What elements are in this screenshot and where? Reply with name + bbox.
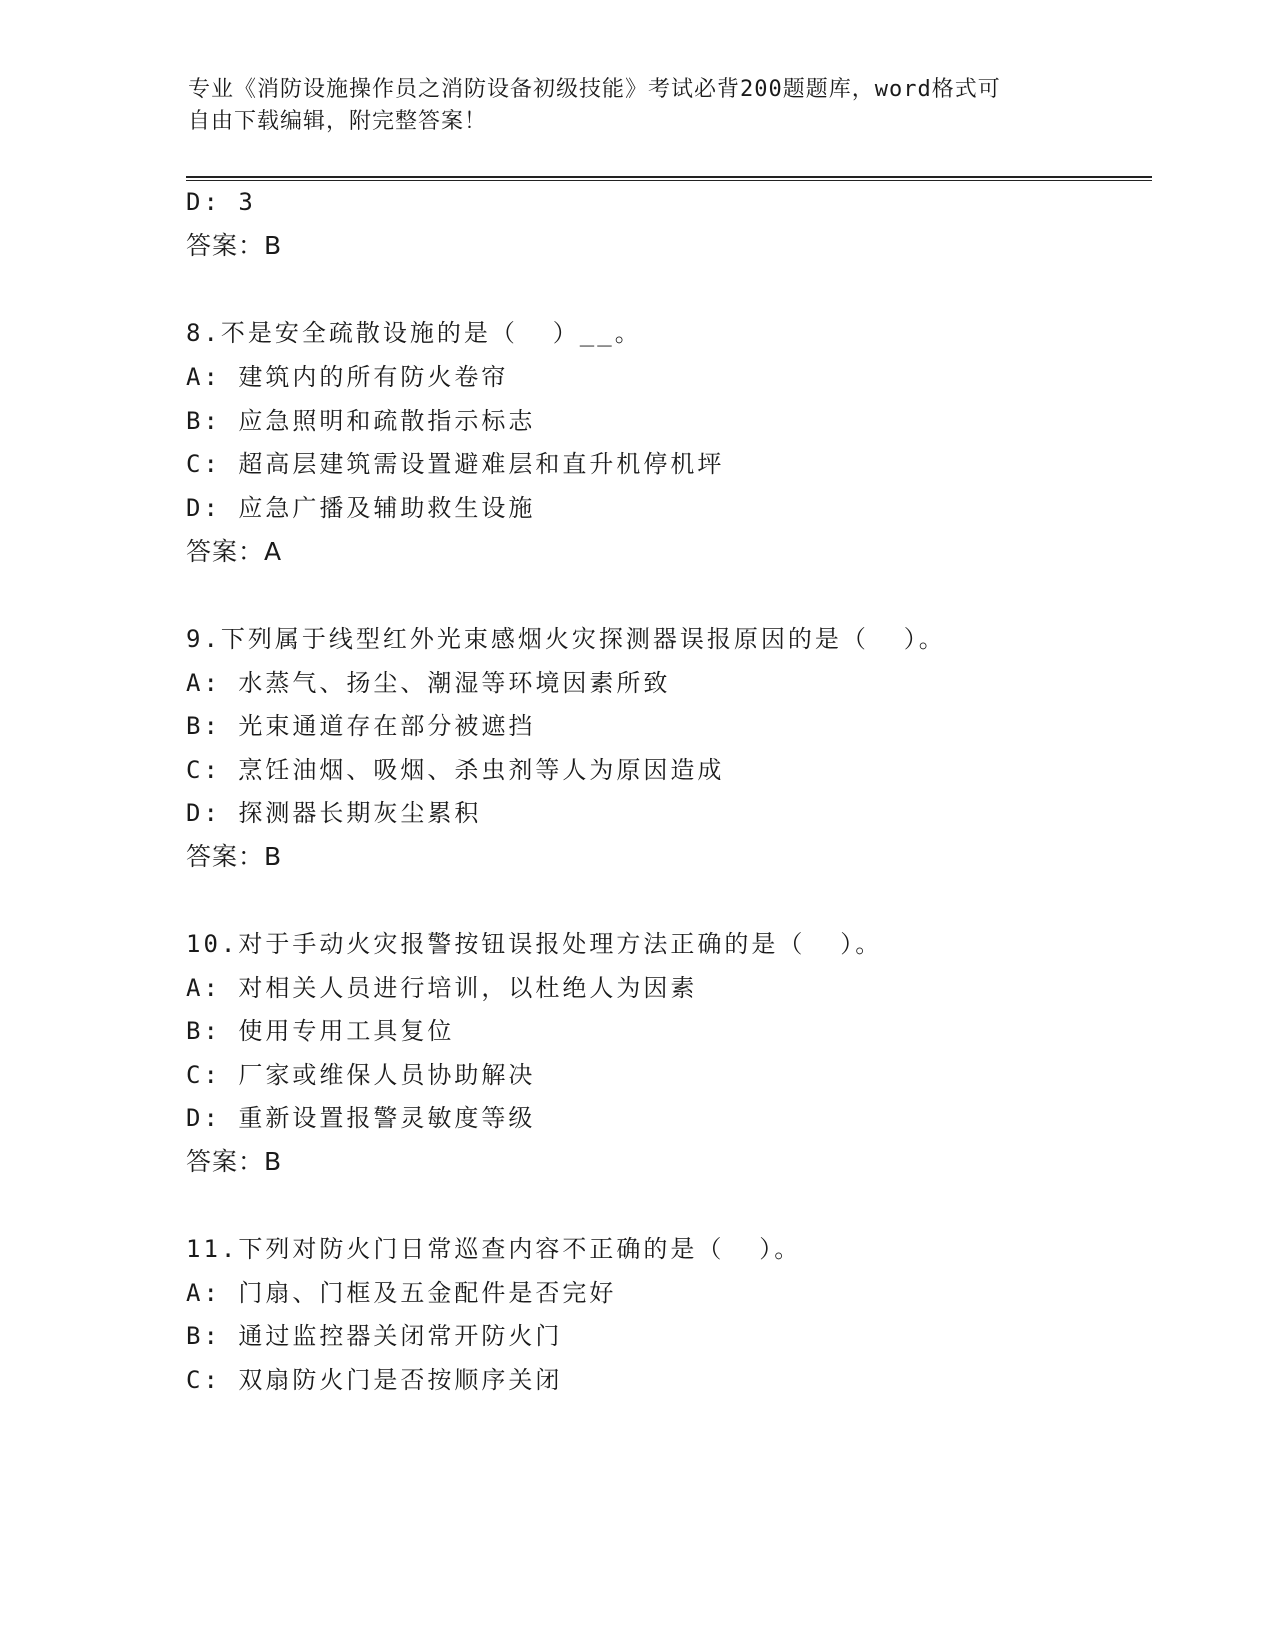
header-line-1: 专业《消防设施操作员之消防设备初级技能》考试必背200题题库，word格式可 [188,77,1001,102]
q8-answer: 答案：A [186,537,283,566]
q8-option-d: D: 应急广播及辅助救生设施 [186,494,536,522]
header-line-2: 自由下载编辑，附完整答案！ [188,109,488,134]
q10-option-a: A: 对相关人员进行培训，以杜绝人为因素 [186,974,698,1002]
page-header [188,74,1068,138]
q7-answer: 答案：B [186,231,283,260]
header-divider [186,176,1152,181]
q9-question: 9.下列属于线型红外光束感烟火灾探测器误报原因的是（ ）。 [186,625,946,653]
q11-question: 11.下列对防火门日常巡查内容不正确的是（ ）。 [186,1235,802,1263]
q7-option-d: D: 3 [186,188,256,216]
q9-option-d: D: 探测器长期灰尘累积 [186,799,482,827]
q11-option-a: A: 门扇、门框及五金配件是否完好 [186,1279,617,1307]
q9-option-c: C: 烹饪油烟、吸烟、杀虫剂等人为原因造成 [186,756,725,784]
q10-option-b: B: 使用专用工具复位 [186,1017,455,1045]
q10-option-d: D: 重新设置报警灵敏度等级 [186,1104,536,1132]
q8-option-b: B: 应急照明和疏散指示标志 [186,407,536,435]
q9-answer: 答案：B [186,842,283,871]
q10-option-c: C: 厂家或维保人员协助解决 [186,1061,536,1089]
q11-option-c: C: 双扇防火门是否按顺序关闭 [186,1366,563,1394]
q8-option-c: C: 超高层建筑需设置避难层和直升机停机坪 [186,450,725,478]
q10-question: 10.对于手动火灾报警按钮误报处理方法正确的是（ ）。 [186,930,883,958]
q8-option-a: A: 建筑内的所有防火卷帘 [186,363,509,391]
q10-answer: 答案：B [186,1147,283,1176]
q9-option-a: A: 水蒸气、扬尘、潮湿等环境因素所致 [186,669,671,697]
q8-question: 8.不是安全疏散设施的是（ ）__。 [186,319,642,347]
q9-option-b: B: 光束通道存在部分被遮挡 [186,712,536,740]
q11-option-b: B: 通过监控器关闭常开防火门 [186,1322,563,1350]
